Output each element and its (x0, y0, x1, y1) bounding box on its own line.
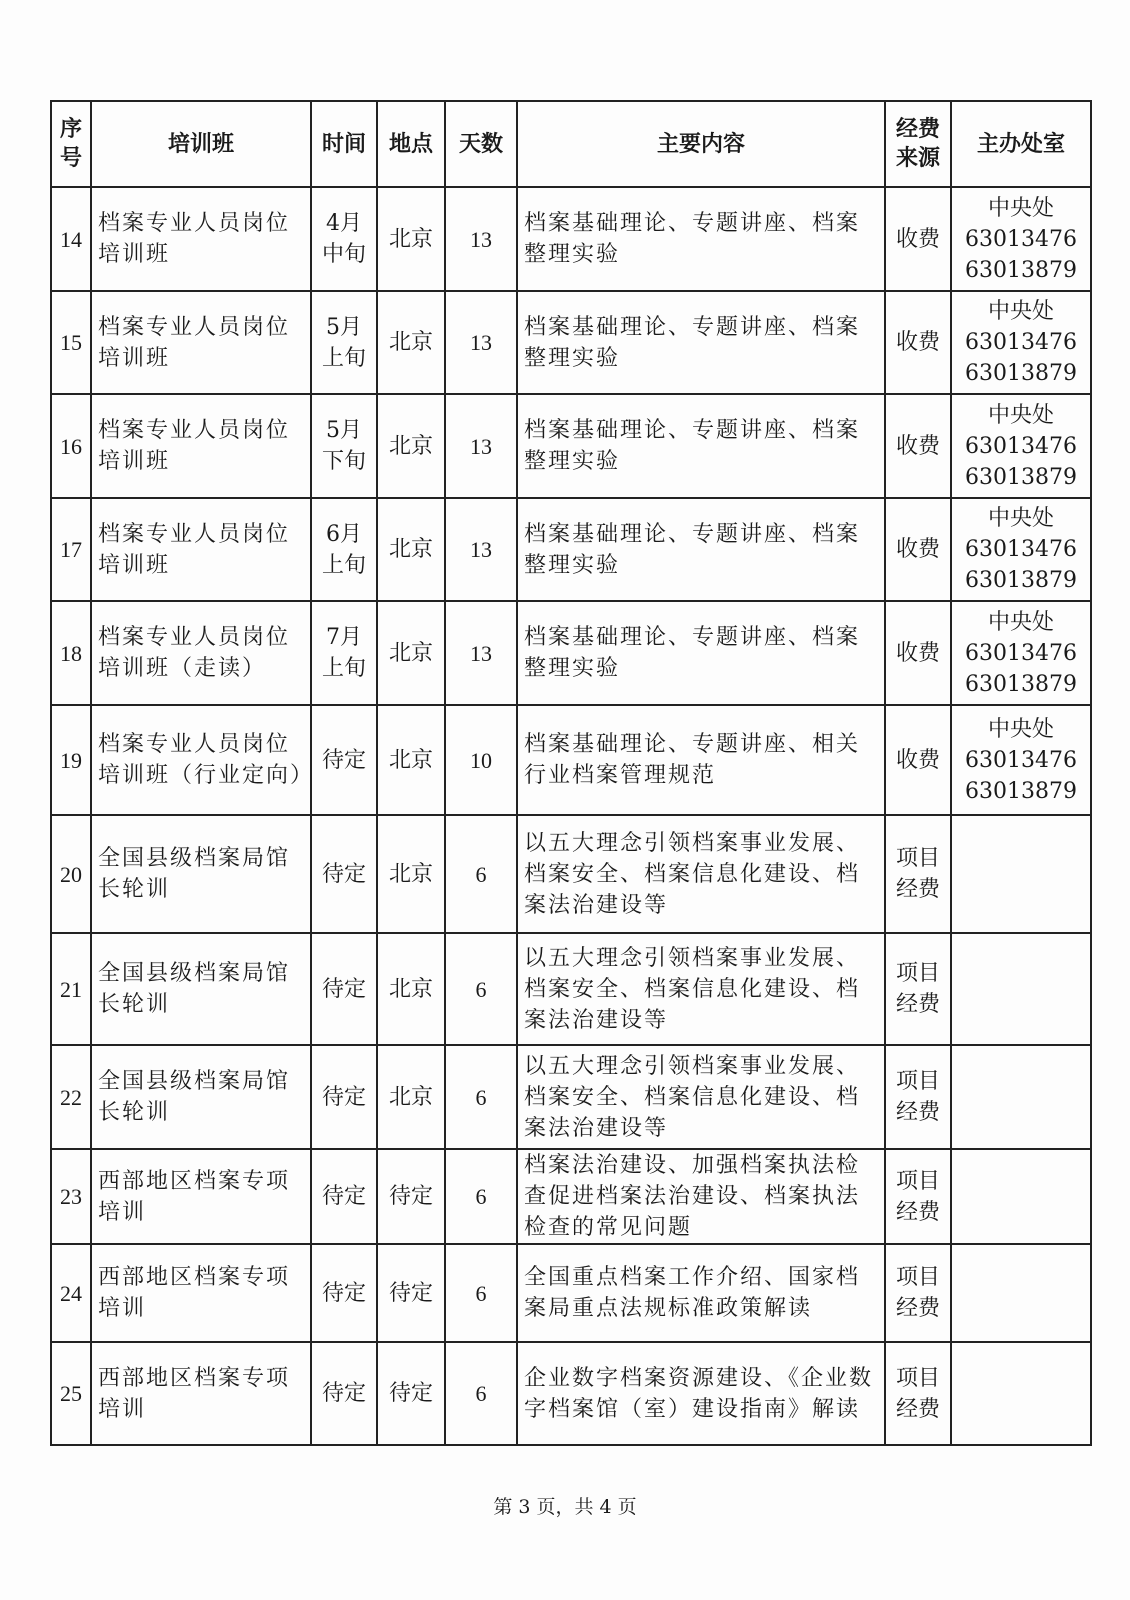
header-cell: 时间 (311, 101, 377, 187)
header-cell: 主办处室 (951, 101, 1091, 187)
cell-place: 北京 (377, 815, 445, 933)
office-phone: 63013879 (965, 671, 1077, 697)
cell-days: 10 (445, 705, 517, 815)
cell-course-name: 西部地区档案专项培训 (91, 1244, 311, 1342)
cell-place: 北京 (377, 1045, 445, 1149)
table-row (51, 187, 1091, 291)
cell-funding: 收费 (885, 291, 951, 394)
cell-office (951, 705, 1091, 815)
table-body (51, 187, 1091, 1445)
cell-funding: 项目经费 (885, 1244, 951, 1342)
table-row (51, 394, 1091, 498)
table-row (51, 1149, 1091, 1244)
header-cell: 主要内容 (517, 101, 885, 187)
cell-content: 档案基础理论、专题讲座、相关行业档案管理规范 (517, 705, 885, 815)
office-phone: 63013476 (965, 330, 1077, 355)
cell-time: 5月下旬 (311, 394, 377, 498)
header-cell: 天数 (445, 101, 517, 187)
cell-course-name: 档案专业人员岗位培训班 (91, 498, 311, 601)
table-row (51, 1342, 1091, 1445)
cell-funding: 项目经费 (885, 815, 951, 933)
cell-content: 以五大理念引领档案事业发展、档案安全、档案信息化建设、档案法治建设等 (517, 1045, 885, 1149)
office-name: 中央处 (987, 506, 1054, 531)
cell-no: 19 (51, 705, 91, 815)
cell-place: 北京 (377, 498, 445, 601)
cell-days: 13 (445, 291, 517, 394)
cell-course-name: 档案专业人员岗位培训班 (91, 291, 311, 394)
header-cell: 培训班 (91, 101, 311, 187)
cell-office (951, 1244, 1091, 1342)
cell-office (951, 291, 1091, 394)
cell-content: 企业数字档案资源建设、《企业数字档案馆（室）建设指南》解读 (517, 1342, 885, 1445)
table-row (51, 601, 1091, 705)
cell-office (951, 187, 1091, 291)
cell-office (951, 933, 1091, 1045)
cell-course-name: 档案专业人员岗位培训班（走读） (91, 601, 311, 705)
cell-time: 待定 (311, 815, 377, 933)
office-phone: 63013476 (965, 640, 1077, 666)
cell-content: 档案基础理论、专题讲座、档案整理实验 (517, 601, 885, 705)
cell-funding: 项目经费 (885, 1342, 951, 1445)
header-cell: 序号 (51, 101, 91, 187)
cell-no: 22 (51, 1045, 91, 1149)
table-row (51, 933, 1091, 1045)
cell-content: 档案法治建设、加强档案执法检查促进档案法治建设、档案执法检查的常见问题 (517, 1149, 885, 1244)
cell-office (951, 1149, 1091, 1244)
cell-no: 15 (51, 291, 91, 394)
cell-office (951, 1342, 1091, 1445)
table-header-row (51, 101, 1091, 187)
cell-days: 13 (445, 187, 517, 291)
cell-office (951, 394, 1091, 498)
cell-place: 北京 (377, 291, 445, 394)
cell-funding: 收费 (885, 705, 951, 815)
office-phone: 63013879 (965, 257, 1077, 283)
table-row (51, 498, 1091, 601)
cell-days: 6 (445, 815, 517, 933)
cell-funding: 收费 (885, 187, 951, 291)
office-phone: 63013879 (965, 778, 1077, 804)
cell-course-name: 西部地区档案专项培训 (91, 1342, 311, 1445)
cell-days: 6 (445, 1342, 517, 1445)
office-phone: 63013879 (965, 464, 1077, 490)
table-row (51, 705, 1091, 815)
cell-course-name: 全国县级档案局馆长轮训 (91, 815, 311, 933)
cell-time: 6月上旬 (311, 498, 377, 601)
cell-time: 待定 (311, 1342, 377, 1445)
cell-course-name: 全国县级档案局馆长轮训 (91, 933, 311, 1045)
cell-no: 17 (51, 498, 91, 601)
cell-time: 待定 (311, 705, 377, 815)
cell-place: 待定 (377, 1342, 445, 1445)
cell-content: 档案基础理论、专题讲座、档案整理实验 (517, 291, 885, 394)
office-name: 中央处 (987, 716, 1054, 742)
table-row (51, 1045, 1091, 1149)
office-name: 中央处 (987, 299, 1054, 324)
cell-course-name: 西部地区档案专项培训 (91, 1149, 311, 1244)
cell-funding: 项目经费 (885, 1149, 951, 1244)
page-footer: 第 3 页，共 4 页 (493, 1496, 637, 1518)
table-row (51, 815, 1091, 933)
cell-content: 档案基础理论、专题讲座、档案整理实验 (517, 187, 885, 291)
cell-no: 16 (51, 394, 91, 498)
office-phone: 63013476 (965, 226, 1077, 252)
cell-course-name: 全国县级档案局馆长轮训 (91, 1045, 311, 1149)
cell-office (951, 601, 1091, 705)
cell-funding: 收费 (885, 498, 951, 601)
office-phone: 63013879 (965, 361, 1077, 386)
cell-no: 14 (51, 187, 91, 291)
cell-no: 21 (51, 933, 91, 1045)
cell-no: 25 (51, 1342, 91, 1445)
office-phone: 63013879 (965, 568, 1077, 593)
cell-place: 北京 (377, 394, 445, 498)
office-phone: 63013476 (965, 537, 1077, 562)
cell-office (951, 815, 1091, 933)
cell-place: 北京 (377, 705, 445, 815)
cell-content: 以五大理念引领档案事业发展、档案安全、档案信息化建设、档案法治建设等 (517, 933, 885, 1045)
table-row (51, 1244, 1091, 1342)
training-plan-table (50, 100, 1092, 1446)
cell-place: 北京 (377, 187, 445, 291)
cell-days: 13 (445, 394, 517, 498)
office-name: 中央处 (987, 609, 1054, 635)
header-cell: 经费来源 (885, 101, 951, 187)
cell-no: 24 (51, 1244, 91, 1342)
header-cell: 地点 (377, 101, 445, 187)
cell-days: 6 (445, 1045, 517, 1149)
cell-days: 13 (445, 601, 517, 705)
cell-time: 4月中旬 (311, 187, 377, 291)
cell-no: 18 (51, 601, 91, 705)
cell-time: 待定 (311, 1244, 377, 1342)
cell-time: 7月上旬 (311, 601, 377, 705)
cell-course-name: 档案专业人员岗位培训班 (91, 187, 311, 291)
cell-place: 待定 (377, 1149, 445, 1244)
cell-office (951, 498, 1091, 601)
table-row (51, 291, 1091, 394)
cell-place: 北京 (377, 933, 445, 1045)
cell-funding: 收费 (885, 601, 951, 705)
cell-funding: 项目经费 (885, 933, 951, 1045)
cell-content: 档案基础理论、专题讲座、档案整理实验 (517, 394, 885, 498)
cell-place: 待定 (377, 1244, 445, 1342)
cell-days: 6 (445, 933, 517, 1045)
office-phone: 63013476 (965, 747, 1077, 773)
office-name: 中央处 (987, 402, 1054, 428)
cell-content: 全国重点档案工作介绍、国家档案局重点法规标准政策解读 (517, 1244, 885, 1342)
cell-days: 6 (445, 1149, 517, 1244)
cell-course-name: 档案专业人员岗位培训班（行业定向） (91, 705, 311, 815)
cell-time: 待定 (311, 933, 377, 1045)
cell-days: 6 (445, 1244, 517, 1342)
cell-content: 以五大理念引领档案事业发展、档案安全、档案信息化建设、档案法治建设等 (517, 815, 885, 933)
cell-time: 5月上旬 (311, 291, 377, 394)
cell-office (951, 1045, 1091, 1149)
cell-no: 23 (51, 1149, 91, 1244)
cell-funding: 项目经费 (885, 1045, 951, 1149)
cell-no: 20 (51, 815, 91, 933)
cell-course-name: 档案专业人员岗位培训班 (91, 394, 311, 498)
cell-days: 13 (445, 498, 517, 601)
cell-time: 待定 (311, 1149, 377, 1244)
office-phone: 63013476 (965, 433, 1077, 459)
cell-funding: 收费 (885, 394, 951, 498)
cell-time: 待定 (311, 1045, 377, 1149)
office-name: 中央处 (987, 195, 1054, 221)
cell-place: 北京 (377, 601, 445, 705)
cell-content: 档案基础理论、专题讲座、档案整理实验 (517, 498, 885, 601)
